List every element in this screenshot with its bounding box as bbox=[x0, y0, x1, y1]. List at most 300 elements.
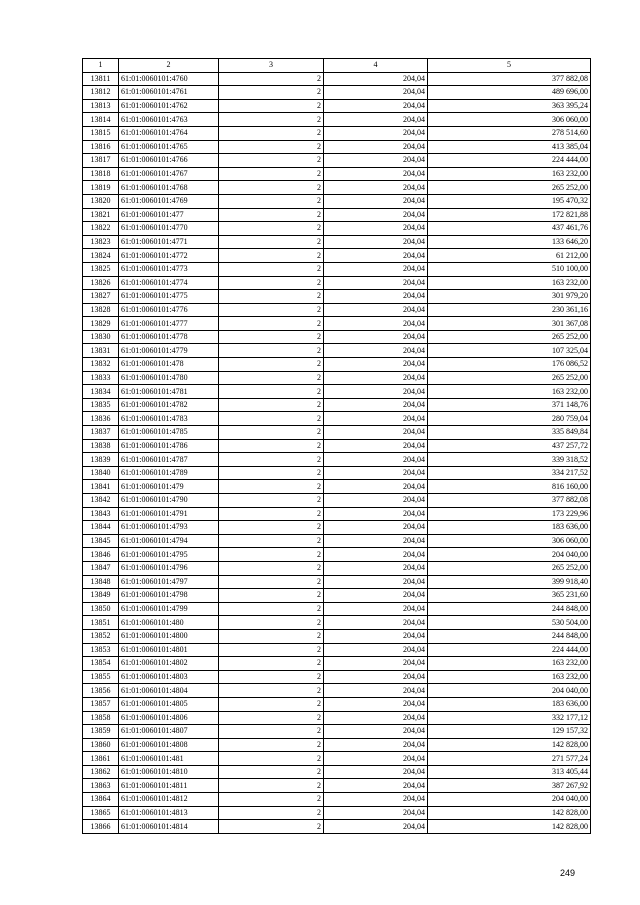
category-cell: 2 bbox=[219, 616, 324, 630]
table-row bbox=[83, 793, 591, 807]
table-row bbox=[83, 344, 591, 358]
category-cell: 2 bbox=[219, 752, 324, 766]
value-cell: 163 232,00 bbox=[428, 167, 591, 181]
row-number-cell: 13820 bbox=[83, 194, 119, 208]
cadastral-number-cell: 61:01:0060101:4783 bbox=[119, 412, 219, 426]
table-row bbox=[83, 534, 591, 548]
cadastral-number-cell: 61:01:0060101:4766 bbox=[119, 154, 219, 168]
value-cell: 142 828,00 bbox=[428, 806, 591, 820]
value-cell: 224 444,00 bbox=[428, 643, 591, 657]
value-cell: 280 759,04 bbox=[428, 412, 591, 426]
category-cell: 2 bbox=[219, 575, 324, 589]
rate-cell: 204,04 bbox=[324, 262, 428, 276]
rate-cell: 204,04 bbox=[324, 344, 428, 358]
rate-cell: 204,04 bbox=[324, 494, 428, 508]
rate-cell: 204,04 bbox=[324, 752, 428, 766]
rate-cell: 204,04 bbox=[324, 126, 428, 140]
row-number-cell: 13833 bbox=[83, 371, 119, 385]
table-row bbox=[83, 181, 591, 195]
value-cell: 306 060,00 bbox=[428, 113, 591, 127]
value-cell: 387 267,92 bbox=[428, 779, 591, 793]
row-number-cell: 13853 bbox=[83, 643, 119, 657]
cadastral-number-cell: 61:01:0060101:4764 bbox=[119, 126, 219, 140]
category-cell: 2 bbox=[219, 779, 324, 793]
category-cell: 2 bbox=[219, 140, 324, 154]
rate-cell: 204,04 bbox=[324, 806, 428, 820]
table-row bbox=[83, 140, 591, 154]
table-row bbox=[83, 765, 591, 779]
cadastral-number-cell: 61:01:0060101:481 bbox=[119, 752, 219, 766]
cadastral-number-cell: 61:01:0060101:4806 bbox=[119, 711, 219, 725]
value-cell: 510 100,00 bbox=[428, 262, 591, 276]
category-cell: 2 bbox=[219, 235, 324, 249]
row-number-cell: 13846 bbox=[83, 548, 119, 562]
value-cell: 377 882,08 bbox=[428, 494, 591, 508]
cadastral-number-cell: 61:01:0060101:4797 bbox=[119, 575, 219, 589]
category-cell: 2 bbox=[219, 765, 324, 779]
row-number-cell: 13812 bbox=[83, 86, 119, 100]
page-number: 249 bbox=[560, 868, 576, 878]
cadastral-number-cell: 61:01:0060101:4810 bbox=[119, 765, 219, 779]
category-cell: 2 bbox=[219, 453, 324, 467]
row-number-cell: 13824 bbox=[83, 249, 119, 263]
value-cell: 306 060,00 bbox=[428, 534, 591, 548]
rate-cell: 204,04 bbox=[324, 371, 428, 385]
value-cell: 163 232,00 bbox=[428, 385, 591, 399]
value-cell: 133 646,20 bbox=[428, 235, 591, 249]
rate-cell: 204,04 bbox=[324, 629, 428, 643]
table-row bbox=[83, 208, 591, 222]
cadastral-number-cell: 61:01:0060101:4814 bbox=[119, 820, 219, 834]
cadastral-number-cell: 61:01:0060101:4786 bbox=[119, 439, 219, 453]
row-number-cell: 13841 bbox=[83, 480, 119, 494]
cadastral-number-cell: 61:01:0060101:4775 bbox=[119, 290, 219, 304]
cadastral-number-cell: 61:01:0060101:4800 bbox=[119, 629, 219, 643]
table-header-row bbox=[83, 59, 591, 73]
cadastral-number-cell: 61:01:0060101:4808 bbox=[119, 738, 219, 752]
category-cell: 2 bbox=[219, 317, 324, 331]
rate-cell: 204,04 bbox=[324, 765, 428, 779]
cadastral-number-cell: 61:01:0060101:4802 bbox=[119, 657, 219, 671]
table-row bbox=[83, 466, 591, 480]
cadastral-number-cell: 61:01:0060101:4805 bbox=[119, 697, 219, 711]
category-cell: 2 bbox=[219, 820, 324, 834]
category-cell: 2 bbox=[219, 507, 324, 521]
row-number-cell: 13822 bbox=[83, 222, 119, 236]
value-cell: 339 318,52 bbox=[428, 453, 591, 467]
value-cell: 172 821,88 bbox=[428, 208, 591, 222]
row-number-cell: 13842 bbox=[83, 494, 119, 508]
cadastral-number-cell: 61:01:0060101:4767 bbox=[119, 167, 219, 181]
value-cell: 204 040,00 bbox=[428, 684, 591, 698]
cadastral-number-cell: 61:01:0060101:4777 bbox=[119, 317, 219, 331]
value-cell: 365 231,60 bbox=[428, 589, 591, 603]
rate-cell: 204,04 bbox=[324, 534, 428, 548]
cadastral-number-cell: 61:01:0060101:4807 bbox=[119, 725, 219, 739]
rate-cell: 204,04 bbox=[324, 412, 428, 426]
table-row bbox=[83, 358, 591, 372]
table-row bbox=[83, 629, 591, 643]
row-number-cell: 13850 bbox=[83, 602, 119, 616]
table-row bbox=[83, 385, 591, 399]
category-cell: 2 bbox=[219, 657, 324, 671]
value-cell: 142 828,00 bbox=[428, 738, 591, 752]
table-row bbox=[83, 752, 591, 766]
rate-cell: 204,04 bbox=[324, 657, 428, 671]
category-cell: 2 bbox=[219, 697, 324, 711]
rate-cell: 204,04 bbox=[324, 725, 428, 739]
category-cell: 2 bbox=[219, 494, 324, 508]
category-cell: 2 bbox=[219, 738, 324, 752]
rate-cell: 204,04 bbox=[324, 793, 428, 807]
table-row bbox=[83, 643, 591, 657]
table-row bbox=[83, 194, 591, 208]
table-row bbox=[83, 99, 591, 113]
category-cell: 2 bbox=[219, 276, 324, 290]
rate-cell: 204,04 bbox=[324, 358, 428, 372]
table-row bbox=[83, 657, 591, 671]
rate-cell: 204,04 bbox=[324, 521, 428, 535]
rate-cell: 204,04 bbox=[324, 167, 428, 181]
row-number-cell: 13834 bbox=[83, 385, 119, 399]
value-cell: 204 040,00 bbox=[428, 793, 591, 807]
rate-cell: 204,04 bbox=[324, 643, 428, 657]
rate-cell: 204,04 bbox=[324, 738, 428, 752]
rate-cell: 204,04 bbox=[324, 235, 428, 249]
cadastral-number-cell: 61:01:0060101:4781 bbox=[119, 385, 219, 399]
table-row bbox=[83, 86, 591, 100]
row-number-cell: 13849 bbox=[83, 589, 119, 603]
table-row bbox=[83, 711, 591, 725]
column-header-5: 5 bbox=[428, 59, 591, 73]
value-cell: 163 232,00 bbox=[428, 276, 591, 290]
cadastral-number-cell: 61:01:0060101:4789 bbox=[119, 466, 219, 480]
category-cell: 2 bbox=[219, 194, 324, 208]
category-cell: 2 bbox=[219, 561, 324, 575]
category-cell: 2 bbox=[219, 480, 324, 494]
rate-cell: 204,04 bbox=[324, 453, 428, 467]
cadastral-number-cell: 61:01:0060101:4794 bbox=[119, 534, 219, 548]
rate-cell: 204,04 bbox=[324, 697, 428, 711]
rate-cell: 204,04 bbox=[324, 385, 428, 399]
table-row bbox=[83, 725, 591, 739]
row-number-cell: 13862 bbox=[83, 765, 119, 779]
row-number-cell: 13844 bbox=[83, 521, 119, 535]
value-cell: 332 177,12 bbox=[428, 711, 591, 725]
cadastral-number-cell: 61:01:0060101:4770 bbox=[119, 222, 219, 236]
column-header-3: 3 bbox=[219, 59, 324, 73]
value-cell: 183 636,00 bbox=[428, 521, 591, 535]
row-number-cell: 13829 bbox=[83, 317, 119, 331]
rate-cell: 204,04 bbox=[324, 208, 428, 222]
row-number-cell: 13839 bbox=[83, 453, 119, 467]
rate-cell: 204,04 bbox=[324, 194, 428, 208]
category-cell: 2 bbox=[219, 249, 324, 263]
cadastral-number-cell: 61:01:0060101:4793 bbox=[119, 521, 219, 535]
value-cell: 271 577,24 bbox=[428, 752, 591, 766]
value-cell: 399 918,40 bbox=[428, 575, 591, 589]
row-number-cell: 13815 bbox=[83, 126, 119, 140]
table-row bbox=[83, 303, 591, 317]
row-number-cell: 13835 bbox=[83, 398, 119, 412]
category-cell: 2 bbox=[219, 371, 324, 385]
row-number-cell: 13823 bbox=[83, 235, 119, 249]
row-number-cell: 13818 bbox=[83, 167, 119, 181]
cadastral-number-cell: 61:01:0060101:480 bbox=[119, 616, 219, 630]
rate-cell: 204,04 bbox=[324, 616, 428, 630]
table-row bbox=[83, 113, 591, 127]
value-cell: 437 461,76 bbox=[428, 222, 591, 236]
table-row bbox=[83, 602, 591, 616]
table-row bbox=[83, 738, 591, 752]
table-row bbox=[83, 521, 591, 535]
category-cell: 2 bbox=[219, 208, 324, 222]
rate-cell: 204,04 bbox=[324, 670, 428, 684]
rate-cell: 204,04 bbox=[324, 684, 428, 698]
category-cell: 2 bbox=[219, 181, 324, 195]
table-row bbox=[83, 684, 591, 698]
rate-cell: 204,04 bbox=[324, 154, 428, 168]
rate-cell: 204,04 bbox=[324, 480, 428, 494]
category-cell: 2 bbox=[219, 126, 324, 140]
rate-cell: 204,04 bbox=[324, 249, 428, 263]
rate-cell: 204,04 bbox=[324, 548, 428, 562]
category-cell: 2 bbox=[219, 262, 324, 276]
value-cell: 489 696,00 bbox=[428, 86, 591, 100]
value-cell: 265 252,00 bbox=[428, 561, 591, 575]
rate-cell: 204,04 bbox=[324, 466, 428, 480]
table-row bbox=[83, 806, 591, 820]
row-number-cell: 13854 bbox=[83, 657, 119, 671]
row-number-cell: 13866 bbox=[83, 820, 119, 834]
category-cell: 2 bbox=[219, 72, 324, 86]
value-cell: 183 636,00 bbox=[428, 697, 591, 711]
row-number-cell: 13863 bbox=[83, 779, 119, 793]
cadastral-number-cell: 61:01:0060101:4799 bbox=[119, 602, 219, 616]
value-cell: 142 828,00 bbox=[428, 820, 591, 834]
value-cell: 230 361,16 bbox=[428, 303, 591, 317]
table-row bbox=[83, 670, 591, 684]
table-row bbox=[83, 480, 591, 494]
row-number-cell: 13845 bbox=[83, 534, 119, 548]
cadastral-number-cell: 61:01:0060101:4762 bbox=[119, 99, 219, 113]
category-cell: 2 bbox=[219, 154, 324, 168]
table-row bbox=[83, 589, 591, 603]
value-cell: 301 979,20 bbox=[428, 290, 591, 304]
category-cell: 2 bbox=[219, 167, 324, 181]
table-row bbox=[83, 616, 591, 630]
value-cell: 173 229,96 bbox=[428, 507, 591, 521]
table-row bbox=[83, 439, 591, 453]
table-body bbox=[83, 72, 591, 833]
category-cell: 2 bbox=[219, 725, 324, 739]
value-cell: 129 157,32 bbox=[428, 725, 591, 739]
row-number-cell: 13838 bbox=[83, 439, 119, 453]
value-cell: 413 385,04 bbox=[428, 140, 591, 154]
cadastral-number-cell: 61:01:0060101:4774 bbox=[119, 276, 219, 290]
category-cell: 2 bbox=[219, 589, 324, 603]
category-cell: 2 bbox=[219, 602, 324, 616]
cadastral-number-cell: 61:01:0060101:4768 bbox=[119, 181, 219, 195]
table-row bbox=[83, 453, 591, 467]
table-row bbox=[83, 412, 591, 426]
value-cell: 437 257,72 bbox=[428, 439, 591, 453]
cadastral-number-cell: 61:01:0060101:4796 bbox=[119, 561, 219, 575]
row-number-cell: 13826 bbox=[83, 276, 119, 290]
rate-cell: 204,04 bbox=[324, 113, 428, 127]
cadastral-number-cell: 61:01:0060101:4798 bbox=[119, 589, 219, 603]
rate-cell: 204,04 bbox=[324, 711, 428, 725]
table-row bbox=[83, 290, 591, 304]
table-row bbox=[83, 330, 591, 344]
row-number-cell: 13832 bbox=[83, 358, 119, 372]
data-table bbox=[82, 58, 591, 834]
cadastral-number-cell: 61:01:0060101:478 bbox=[119, 358, 219, 372]
cadastral-number-cell: 61:01:0060101:4771 bbox=[119, 235, 219, 249]
value-cell: 204 040,00 bbox=[428, 548, 591, 562]
row-number-cell: 13860 bbox=[83, 738, 119, 752]
row-number-cell: 13811 bbox=[83, 72, 119, 86]
value-cell: 530 504,00 bbox=[428, 616, 591, 630]
rate-cell: 204,04 bbox=[324, 507, 428, 521]
row-number-cell: 13817 bbox=[83, 154, 119, 168]
category-cell: 2 bbox=[219, 684, 324, 698]
table-row bbox=[83, 398, 591, 412]
rate-cell: 204,04 bbox=[324, 398, 428, 412]
value-cell: 313 405,44 bbox=[428, 765, 591, 779]
row-number-cell: 13813 bbox=[83, 99, 119, 113]
row-number-cell: 13851 bbox=[83, 616, 119, 630]
rate-cell: 204,04 bbox=[324, 602, 428, 616]
category-cell: 2 bbox=[219, 670, 324, 684]
row-number-cell: 13831 bbox=[83, 344, 119, 358]
cadastral-number-cell: 61:01:0060101:4761 bbox=[119, 86, 219, 100]
category-cell: 2 bbox=[219, 534, 324, 548]
row-number-cell: 13848 bbox=[83, 575, 119, 589]
cadastral-number-cell: 61:01:0060101:4785 bbox=[119, 426, 219, 440]
category-cell: 2 bbox=[219, 548, 324, 562]
row-number-cell: 13821 bbox=[83, 208, 119, 222]
row-number-cell: 13828 bbox=[83, 303, 119, 317]
row-number-cell: 13865 bbox=[83, 806, 119, 820]
rate-cell: 204,04 bbox=[324, 561, 428, 575]
row-number-cell: 13836 bbox=[83, 412, 119, 426]
table-row bbox=[83, 507, 591, 521]
value-cell: 176 086,52 bbox=[428, 358, 591, 372]
row-number-cell: 13857 bbox=[83, 697, 119, 711]
category-cell: 2 bbox=[219, 466, 324, 480]
table-row bbox=[83, 779, 591, 793]
value-cell: 265 252,00 bbox=[428, 330, 591, 344]
cadastral-number-cell: 61:01:0060101:4795 bbox=[119, 548, 219, 562]
rate-cell: 204,04 bbox=[324, 86, 428, 100]
table-row bbox=[83, 548, 591, 562]
rate-cell: 204,04 bbox=[324, 290, 428, 304]
cadastral-number-cell: 61:01:0060101:4790 bbox=[119, 494, 219, 508]
cadastral-number-cell: 61:01:0060101:4769 bbox=[119, 194, 219, 208]
row-number-cell: 13864 bbox=[83, 793, 119, 807]
cadastral-number-cell: 61:01:0060101:4776 bbox=[119, 303, 219, 317]
category-cell: 2 bbox=[219, 806, 324, 820]
cadastral-number-cell: 61:01:0060101:4801 bbox=[119, 643, 219, 657]
rate-cell: 204,04 bbox=[324, 99, 428, 113]
table-row bbox=[83, 154, 591, 168]
table-row bbox=[83, 222, 591, 236]
category-cell: 2 bbox=[219, 358, 324, 372]
row-number-cell: 13827 bbox=[83, 290, 119, 304]
category-cell: 2 bbox=[219, 330, 324, 344]
table-row bbox=[83, 317, 591, 331]
category-cell: 2 bbox=[219, 439, 324, 453]
value-cell: 107 325,04 bbox=[428, 344, 591, 358]
value-cell: 301 367,08 bbox=[428, 317, 591, 331]
value-cell: 371 148,76 bbox=[428, 398, 591, 412]
cadastral-number-cell: 61:01:0060101:4760 bbox=[119, 72, 219, 86]
rate-cell: 204,04 bbox=[324, 575, 428, 589]
category-cell: 2 bbox=[219, 629, 324, 643]
value-cell: 163 232,00 bbox=[428, 657, 591, 671]
cadastral-number-cell: 61:01:0060101:4778 bbox=[119, 330, 219, 344]
cadastral-number-cell: 61:01:0060101:4803 bbox=[119, 670, 219, 684]
cadastral-number-cell: 61:01:0060101:4811 bbox=[119, 779, 219, 793]
table-row bbox=[83, 262, 591, 276]
category-cell: 2 bbox=[219, 113, 324, 127]
table-row bbox=[83, 575, 591, 589]
category-cell: 2 bbox=[219, 398, 324, 412]
table-row bbox=[83, 820, 591, 834]
rate-cell: 204,04 bbox=[324, 72, 428, 86]
value-cell: 61 212,00 bbox=[428, 249, 591, 263]
cadastral-number-cell: 61:01:0060101:4813 bbox=[119, 806, 219, 820]
category-cell: 2 bbox=[219, 344, 324, 358]
rate-cell: 204,04 bbox=[324, 426, 428, 440]
cadastral-number-cell: 61:01:0060101:4765 bbox=[119, 140, 219, 154]
rate-cell: 204,04 bbox=[324, 222, 428, 236]
row-number-cell: 13861 bbox=[83, 752, 119, 766]
value-cell: 816 160,00 bbox=[428, 480, 591, 494]
cadastral-number-cell: 61:01:0060101:4791 bbox=[119, 507, 219, 521]
column-header-1: 1 bbox=[83, 59, 119, 73]
table-row bbox=[83, 167, 591, 181]
table-row bbox=[83, 249, 591, 263]
table-row bbox=[83, 126, 591, 140]
table-row bbox=[83, 276, 591, 290]
value-cell: 363 395,24 bbox=[428, 99, 591, 113]
table-row bbox=[83, 426, 591, 440]
row-number-cell: 13852 bbox=[83, 629, 119, 643]
rate-cell: 204,04 bbox=[324, 779, 428, 793]
cadastral-number-cell: 61:01:0060101:4804 bbox=[119, 684, 219, 698]
table-row bbox=[83, 494, 591, 508]
category-cell: 2 bbox=[219, 521, 324, 535]
value-cell: 265 252,00 bbox=[428, 181, 591, 195]
row-number-cell: 13847 bbox=[83, 561, 119, 575]
table-row bbox=[83, 72, 591, 86]
value-cell: 377 882,08 bbox=[428, 72, 591, 86]
cadastral-number-cell: 61:01:0060101:4773 bbox=[119, 262, 219, 276]
cadastral-number-cell: 61:01:0060101:4763 bbox=[119, 113, 219, 127]
row-number-cell: 13859 bbox=[83, 725, 119, 739]
value-cell: 195 470,32 bbox=[428, 194, 591, 208]
rate-cell: 204,04 bbox=[324, 181, 428, 195]
category-cell: 2 bbox=[219, 99, 324, 113]
row-number-cell: 13825 bbox=[83, 262, 119, 276]
row-number-cell: 13837 bbox=[83, 426, 119, 440]
cadastral-number-cell: 61:01:0060101:477 bbox=[119, 208, 219, 222]
table-row bbox=[83, 561, 591, 575]
rate-cell: 204,04 bbox=[324, 140, 428, 154]
row-number-cell: 13814 bbox=[83, 113, 119, 127]
